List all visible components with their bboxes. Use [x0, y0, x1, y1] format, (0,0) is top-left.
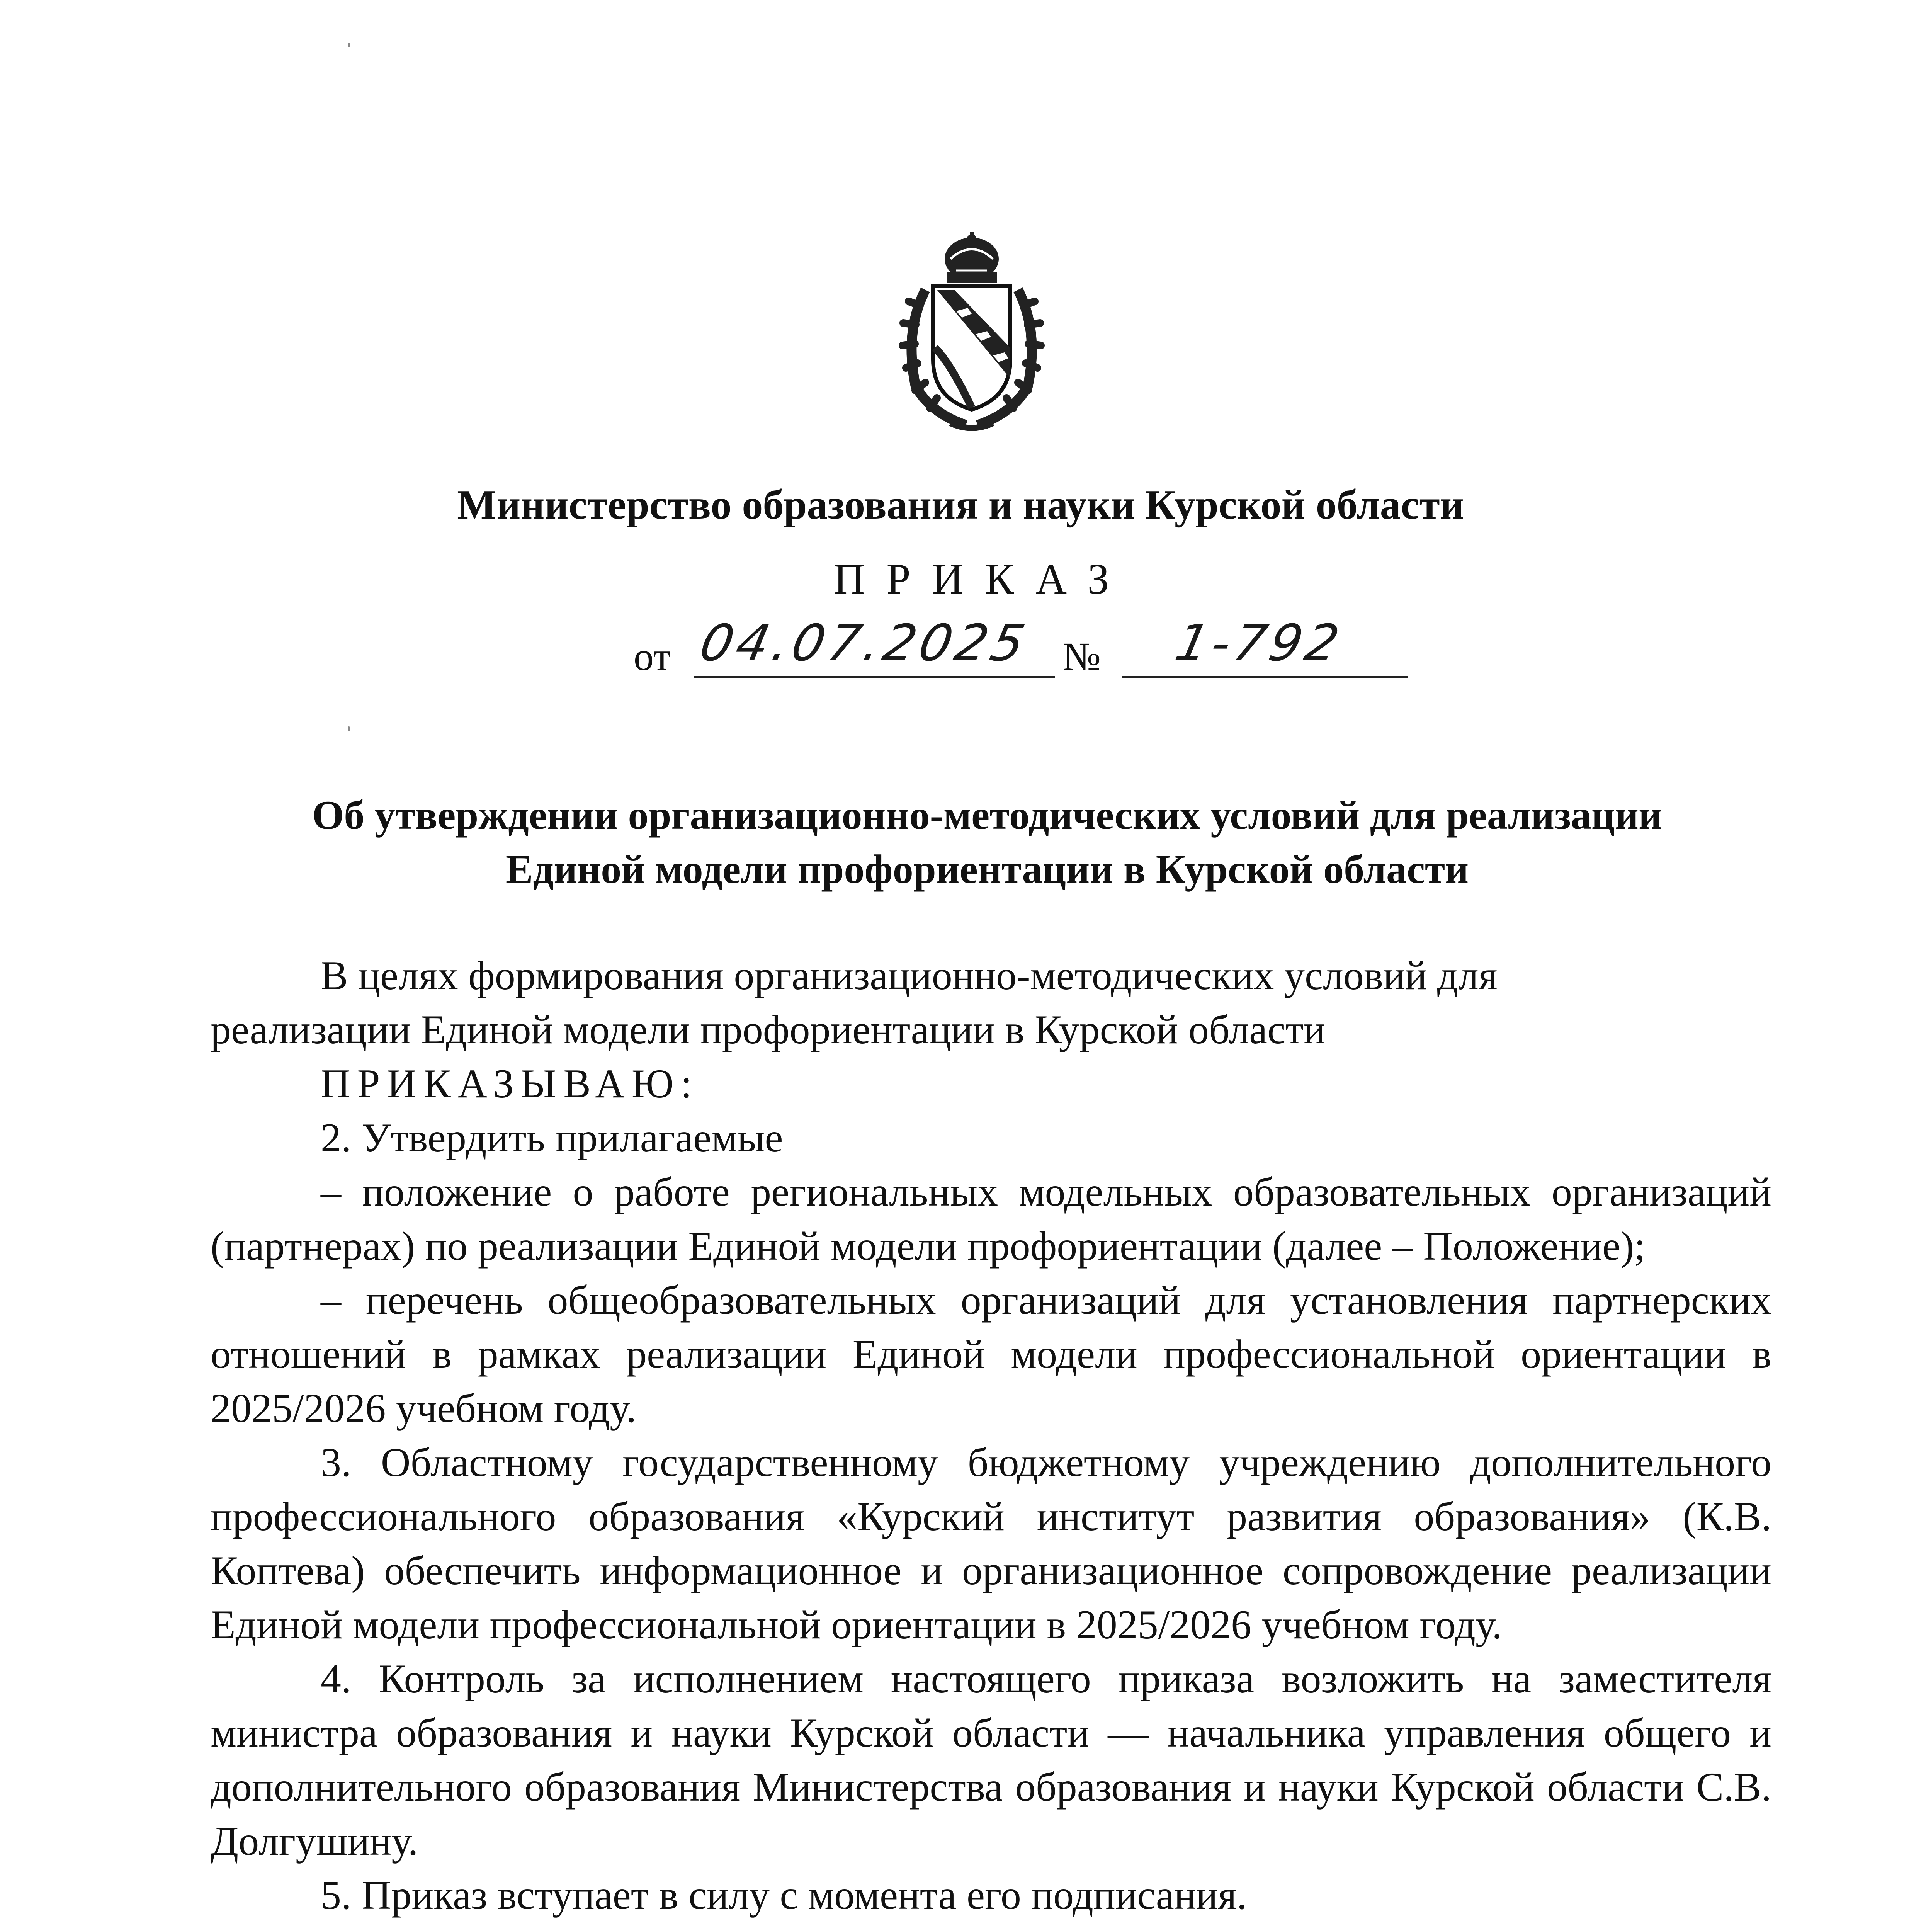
- order-title: [216, 788, 1758, 896]
- coat-of-arms-emblem: [889, 232, 1055, 433]
- item-2-position: – положение о работе региональных модельных образовательных организаций (партнерах) по реализации Единой модели профориентации (далее – Положение);: [211, 1169, 1771, 1269]
- crown-icon: [945, 232, 999, 283]
- item-2-list: – перечень общеобразовательных организаций для установления партнерских отношений в рамках реализации Единой модели профессиональной ориентации в 2025/2026 учебном году.: [211, 1277, 1771, 1431]
- number-sign: №: [1062, 634, 1101, 679]
- ministry-name: Министерство образования и науки Курской области: [457, 482, 1464, 528]
- intro-paragraph: [211, 949, 1771, 1003]
- order-heading: ПРИКАЗ: [833, 555, 1131, 603]
- intro-line: В целях формирования организационно-методических условий для: [321, 953, 1498, 998]
- order-date-number-line: [634, 614, 1368, 696]
- scan-speck: [348, 726, 350, 731]
- item-2: 2. Утвердить прилагаемые: [321, 1115, 783, 1160]
- scan-speck: [348, 43, 350, 47]
- order-directive: ПРИКАЗЫВАЮ:: [321, 1061, 699, 1106]
- item-5: 5. Приказ вступает в силу с момента его подписания.: [321, 1872, 1247, 1918]
- intro-line-2: реализации Единой модели профориентации в Курской области: [211, 1007, 1326, 1052]
- item-3: 3. Областному государственному бюджетному учреждению дополнительного профессионального образования «Курский институт развития образования» (К.В. Коптева) обеспечить информационное и организационное сопровождение реализации Единой модели профессиональной ориентации в 2025/2026 учебном году.: [211, 1440, 1771, 1647]
- order-body: [211, 949, 1771, 1922]
- date-prefix: от: [634, 634, 671, 679]
- handwritten-date: 04.07.2025: [695, 614, 1034, 672]
- date-field: [694, 614, 1055, 678]
- title-line: Единой модели профориентации в Курской области: [505, 847, 1469, 892]
- number-field: [1122, 614, 1408, 678]
- handwritten-number: 1-792: [1170, 614, 1348, 672]
- title-line: Об утверждении организационно-методических условий для реализации: [312, 793, 1663, 838]
- item-4: 4. Контроль за исполнением настоящего приказа возложить на заместителя министра образования и науки Курской области — начальника управления общего и дополнительного образования Министерства образования и науки Курской области С.В. Долгушину.: [211, 1656, 1771, 1864]
